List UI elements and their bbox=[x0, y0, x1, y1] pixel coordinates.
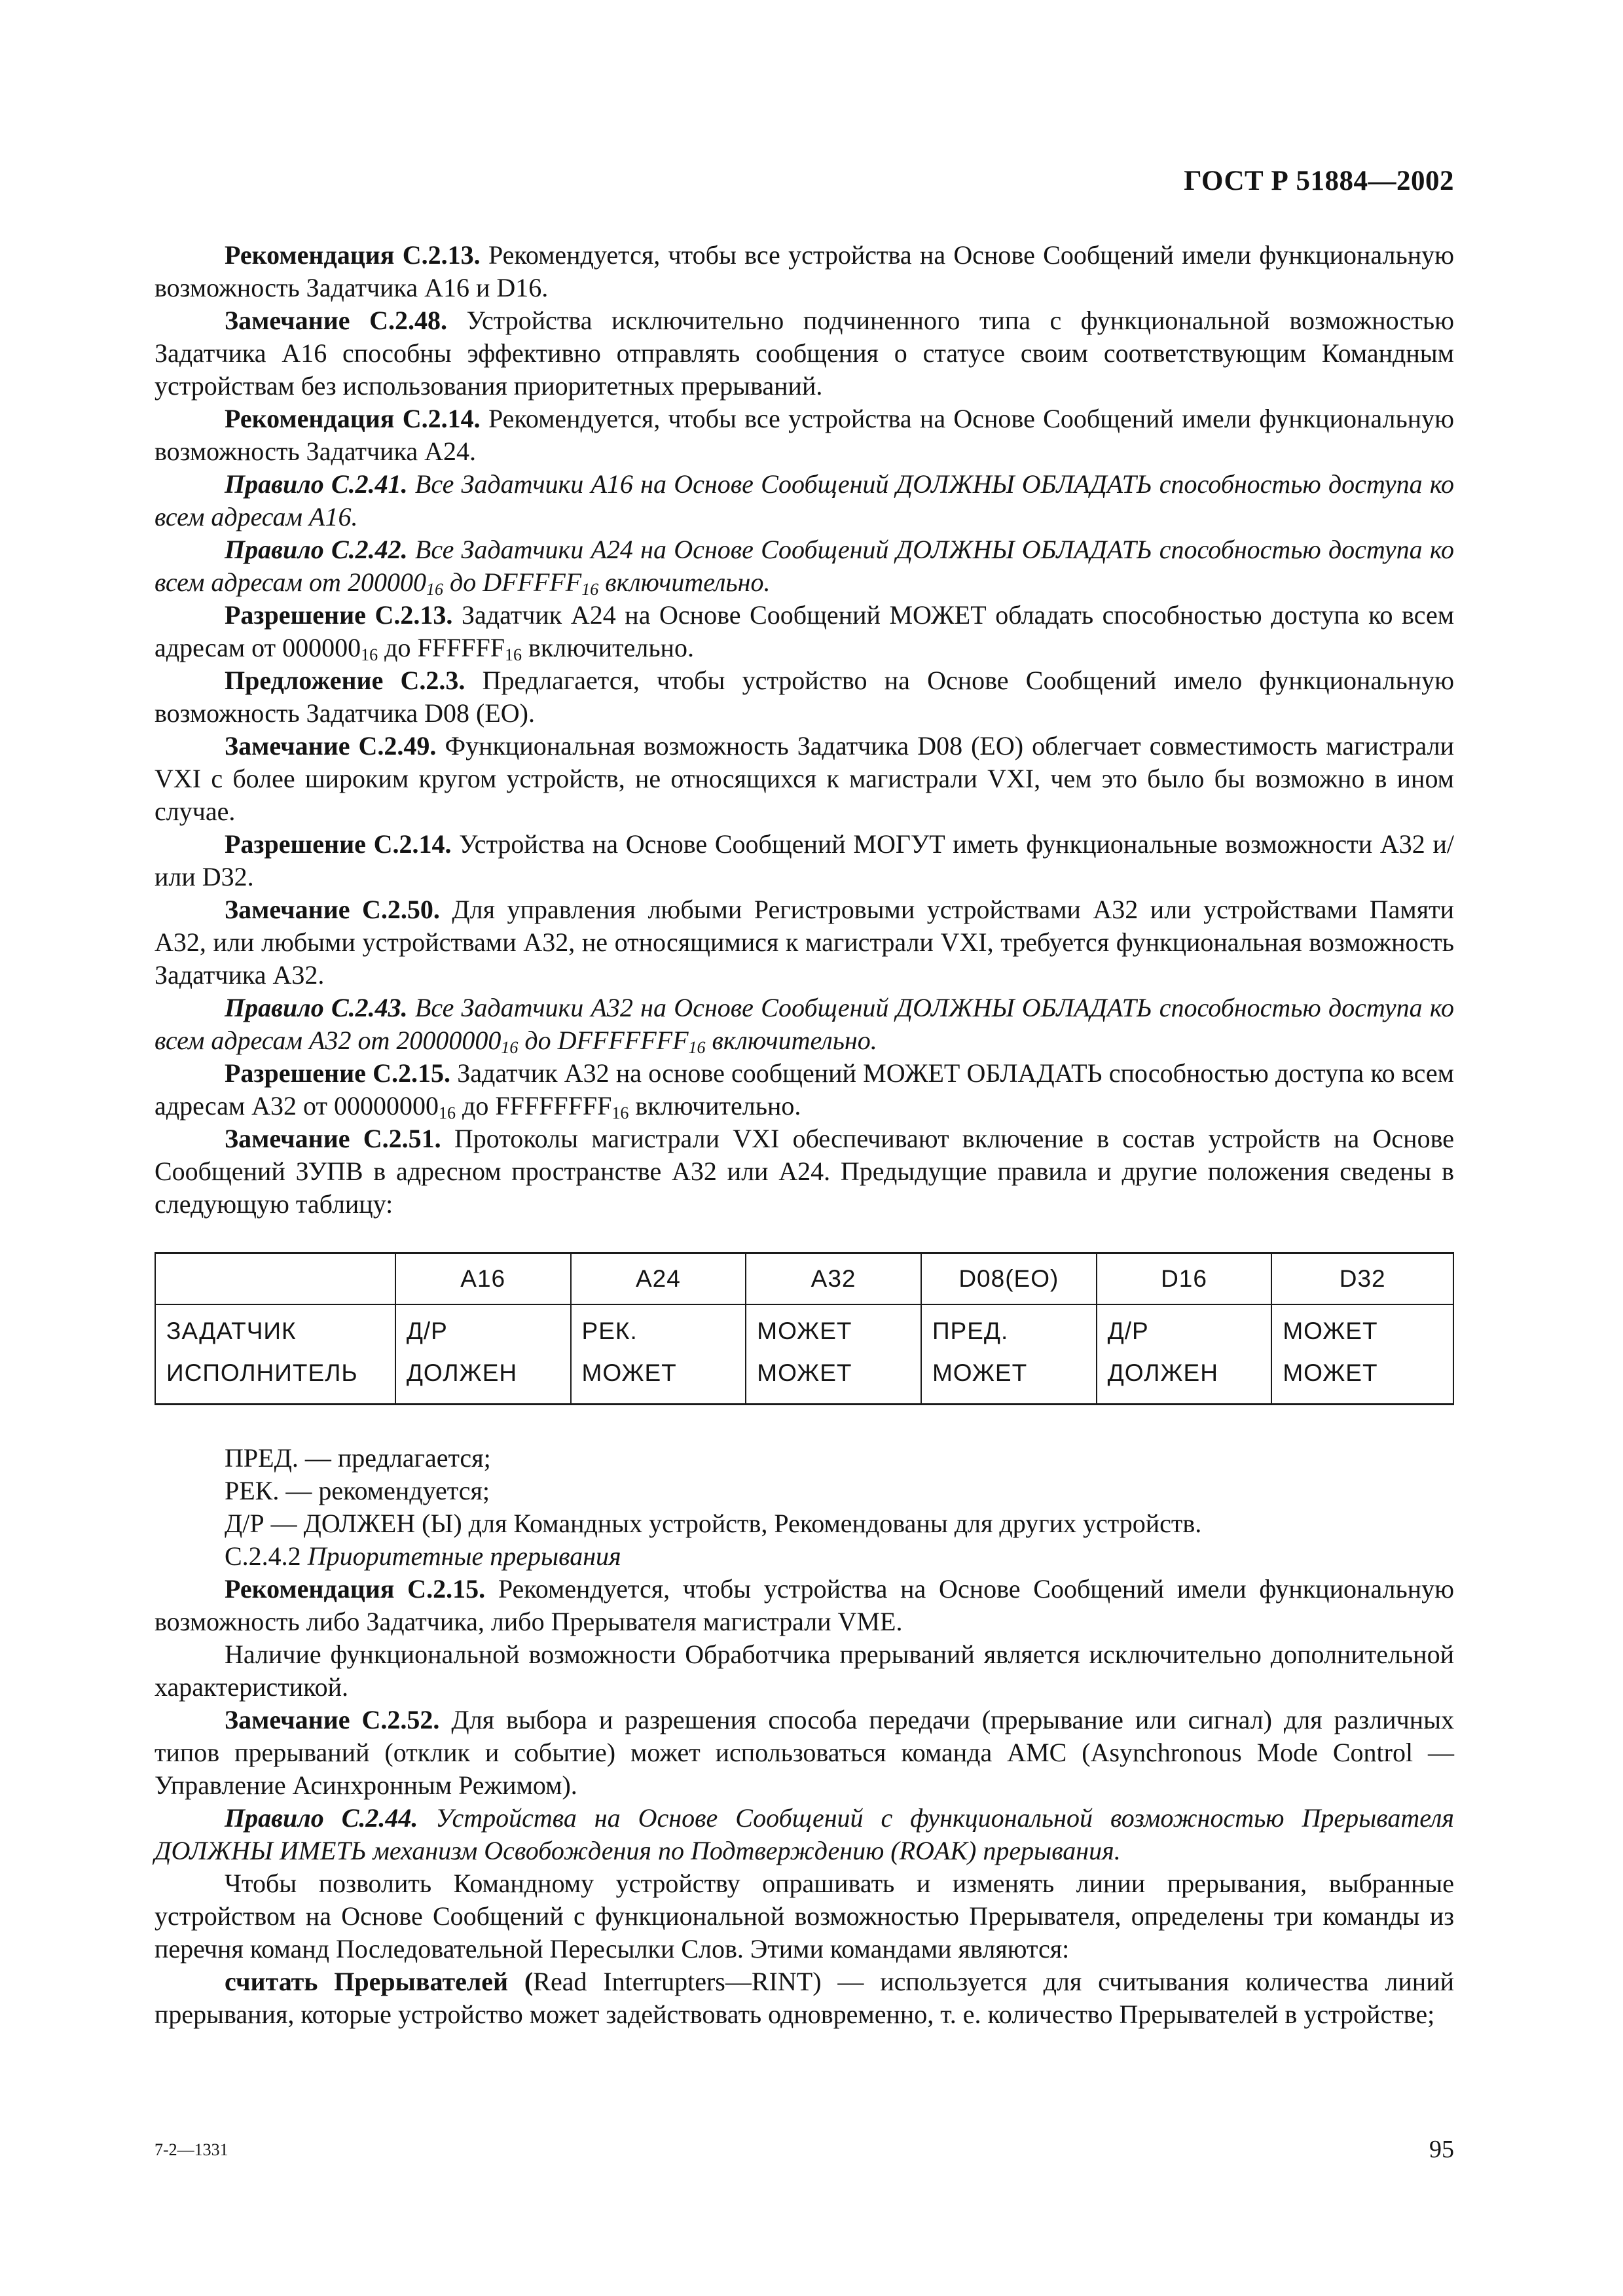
clause-label: Рекомендация С.2.15. bbox=[225, 1574, 486, 1604]
clause-text: Устройства исключительно подчиненного типа с функциональной возможностью Задатчика A16 способны эффективно отправлять сообщения о статусе своим соответствующим Командным устройствам без использования приоритетных прерываний. bbox=[155, 306, 1454, 401]
table-header-cell: D32 bbox=[1271, 1253, 1453, 1305]
legend-item: Д/Р — ДОЛЖЕН (Ы) для Командных устройств, Рекомендованы для других устройств. bbox=[225, 1509, 1202, 1538]
rule-paragraph bbox=[155, 533, 1454, 599]
clause-text: Предлагается, чтобы устройство на Основе Сообщений имело функциональную возможность Задатчика D08 (EO). bbox=[155, 666, 1454, 728]
clause-text: Рекомендуется, чтобы все устройства на Основе Сообщений имели функциональную возможность Задатчика A24. bbox=[155, 404, 1454, 466]
table-cell: МОЖЕТ bbox=[571, 1352, 746, 1405]
clause-text: Рекомендуется, чтобы все устройства на Основе Сообщений имели функциональную возможность Задатчика A16 и D16. bbox=[155, 240, 1454, 302]
table-cell: ДОЛЖЕН bbox=[395, 1352, 571, 1405]
clause-text: Устройства на Основе Сообщений с функциональной возможностью Прерывателя ДОЛЖНЫ ИМЕТЬ механизм Освобождения по Подтверждению (ROAK) прерывания. bbox=[155, 1803, 1454, 1865]
paragraph bbox=[155, 1573, 1454, 1638]
table-cell: ЗАДАТЧИК bbox=[155, 1304, 395, 1352]
clause-label: Разрешение С.2.13. bbox=[225, 600, 453, 630]
rule-paragraph bbox=[155, 1802, 1454, 1867]
paragraph: Чтобы позволить Командному устройству опрашивать и изменять линии прерывания, выбранные устройством на Основе Сообщений с функциональной возможностью Прерывателя, определены три команды из перечня команд Последовательной Пересылки Слов. Этими командами являются: bbox=[155, 1869, 1454, 1964]
paragraph bbox=[155, 828, 1454, 893]
table-cell: ДОЛЖЕН bbox=[1097, 1352, 1272, 1405]
section-number: С.2.4.2 bbox=[225, 1541, 301, 1571]
clause-text: до FFFFFFFF bbox=[456, 1091, 612, 1121]
clause-text: включительно. bbox=[521, 633, 694, 662]
page-body bbox=[155, 239, 1454, 2031]
paragraph bbox=[155, 1965, 1454, 2031]
clause-text: Все Задатчики A24 на Основе Сообщений ДОЛЖНЫ ОБЛАДАТЬ способностью доступа ко всем адресам от 200000 bbox=[155, 535, 1455, 597]
paragraph bbox=[155, 1057, 1454, 1122]
clause-label: Разрешение С.2.14. bbox=[225, 829, 452, 859]
legend-item: ПРЕД. — предлагается; bbox=[225, 1443, 491, 1473]
table-cell: Д/Р bbox=[395, 1304, 571, 1352]
table-row bbox=[155, 1352, 1453, 1405]
clause-label: Правило С.2.42. bbox=[225, 535, 408, 564]
paragraph bbox=[155, 893, 1454, 992]
clause-label: Рекомендация С.2.14. bbox=[225, 404, 481, 433]
clause-text: до FFFFFF bbox=[378, 633, 505, 662]
table-cell: РЕК. bbox=[571, 1304, 746, 1352]
clause-text: включительно. bbox=[598, 567, 771, 597]
paragraph bbox=[155, 1122, 1454, 1221]
table-cell: МОЖЕТ bbox=[921, 1352, 1097, 1405]
section-title: Приоритетные прерывания bbox=[307, 1541, 621, 1571]
subscript: 16 bbox=[361, 645, 378, 664]
clause-text: Протоколы магистрали VXI обеспечивают включение в состав устройств на Основе Сообщений ЗУПВ в адресном пространстве A32 или A24. Предыдущие правила и другие положения сведены в следующую таблицу: bbox=[155, 1124, 1454, 1219]
clause-text: Все Задатчики A16 на Основе Сообщений ДОЛЖНЫ ОБЛАДАТЬ способностью доступа ко всем адресам A16. bbox=[155, 469, 1455, 531]
clause-text: Для выбора и разрешения способа передачи (прерывание или сигнал) для различных типов прерываний (отклик и событие) может использоваться команда AMC (Asynchronous Mode Control — Управление Асинхронным Режимом). bbox=[155, 1705, 1454, 1800]
subscript: 16 bbox=[501, 1038, 519, 1057]
document-header: ГОСТ Р 51884—2002 bbox=[1184, 166, 1454, 196]
subscript: 16 bbox=[611, 1103, 629, 1122]
paragraph bbox=[155, 1704, 1454, 1802]
capability-table bbox=[155, 1252, 1454, 1405]
table-header-cell: A32 bbox=[746, 1253, 921, 1305]
paragraph bbox=[155, 239, 1454, 304]
legend-item: РЕК. — рекомендуется; bbox=[225, 1476, 490, 1505]
clause-label: Замечание С.2.51. bbox=[225, 1124, 441, 1153]
clause-text: Рекомендуется, чтобы устройства на Основе Сообщений имели функциональную возможность либо Задатчика, либо Прерывателя магистрали VME. bbox=[155, 1574, 1454, 1636]
clause-text: включительно. bbox=[629, 1091, 801, 1121]
clause-label: Замечание С.2.48. bbox=[225, 306, 447, 335]
section-heading bbox=[155, 1540, 1454, 1573]
table-cell: МОЖЕТ bbox=[746, 1304, 921, 1352]
table-header-cell: D16 bbox=[1097, 1253, 1272, 1305]
table-header-cell: A16 bbox=[395, 1253, 571, 1305]
clause-text: Функциональная возможность Задатчика D08 (EO) облегчает совместимость магистрали VXI с более широким кругом устройств, не относящихся к магистрали VXI, чем это было бы возможно в ином случае. bbox=[155, 731, 1454, 826]
table-cell: МОЖЕТ bbox=[1271, 1304, 1453, 1352]
table-cell: ИСПОЛНИТЕЛЬ bbox=[155, 1352, 395, 1405]
clause-label: Разрешение С.2.15. bbox=[225, 1058, 450, 1088]
subscript: 16 bbox=[426, 580, 443, 599]
table-cell: ПРЕД. bbox=[921, 1304, 1097, 1352]
subscript: 16 bbox=[688, 1038, 706, 1057]
table-header-cell: D08(EO) bbox=[921, 1253, 1097, 1305]
clause-text: Задатчик A32 на основе сообщений МОЖЕТ ОБЛАДАТЬ способностью доступа ко всем адресам A32 от 00000000 bbox=[155, 1058, 1454, 1121]
rule-paragraph bbox=[155, 468, 1454, 533]
subscript: 16 bbox=[439, 1103, 456, 1122]
table-header-cell: A24 bbox=[571, 1253, 746, 1305]
clause-text: Устройства на Основе Сообщений МОГУТ иметь функциональные возможности A32 и/или D32. bbox=[155, 829, 1454, 891]
command-mnemonic: Read Interrupters—RINT bbox=[533, 1967, 813, 1996]
clause-text: включительно. bbox=[705, 1026, 877, 1055]
table-cell: МОЖЕТ bbox=[1271, 1352, 1453, 1405]
clause-text: Задатчик A24 на Основе Сообщений МОЖЕТ обладать способностью доступа ко всем адресам от 000000 bbox=[155, 600, 1455, 662]
paragraph bbox=[155, 664, 1454, 730]
paragraph: Наличие функциональной возможности Обработчика прерываний является исключительно дополнительной характеристикой. bbox=[155, 1640, 1454, 1702]
paragraph bbox=[155, 403, 1454, 468]
clause-text: до DFFFFF bbox=[443, 567, 582, 597]
rule-paragraph bbox=[155, 992, 1454, 1057]
command-label: считать Прерывателей ( bbox=[225, 1967, 534, 1996]
table-header-cell bbox=[155, 1253, 395, 1305]
clause-label: Правило С.2.44. bbox=[225, 1803, 418, 1833]
paragraph bbox=[155, 599, 1454, 664]
paragraph bbox=[155, 730, 1454, 828]
table-row bbox=[155, 1304, 1453, 1352]
paragraph bbox=[155, 304, 1454, 403]
clause-text: до DFFFFFFF bbox=[518, 1026, 689, 1055]
subscript: 16 bbox=[504, 645, 522, 664]
clause-label: Замечание С.2.52. bbox=[225, 1705, 440, 1734]
clause-label: Правило С.2.43. bbox=[225, 993, 408, 1022]
clause-label: Замечание С.2.50. bbox=[225, 895, 440, 924]
table-header-row bbox=[155, 1253, 1453, 1305]
subscript: 16 bbox=[581, 580, 599, 599]
clause-label: Замечание С.2.49. bbox=[225, 731, 437, 761]
page-number: 95 bbox=[1429, 2136, 1454, 2163]
clause-label: Предложение С.2.3. bbox=[225, 666, 465, 695]
clause-text: ) — используется для считывания количества линий прерывания, которые устройство может задействовать одновременно, т. е. количество Прерывателей в устройстве; bbox=[155, 1967, 1455, 2029]
clause-text: Для управления любыми Регистровыми устройствами A32 или устройствами Памяти A32, или любыми устройствами A32, не относящимися к магистрали VXI, требуется функциональная возможность Задатчика A32. bbox=[155, 895, 1454, 990]
footer-code: 7-2—1331 bbox=[155, 2140, 228, 2159]
table-cell: Д/Р bbox=[1097, 1304, 1272, 1352]
clause-label: Рекомендация С.2.13. bbox=[225, 240, 481, 270]
clause-label: Правило С.2.41. bbox=[225, 469, 408, 499]
clause-text: Все Задатчики A32 на Основе Сообщений ДОЛЖНЫ ОБЛАДАТЬ способностью доступа ко всем адресам A32 от 20000000 bbox=[155, 993, 1455, 1055]
table-cell: МОЖЕТ bbox=[746, 1352, 921, 1405]
